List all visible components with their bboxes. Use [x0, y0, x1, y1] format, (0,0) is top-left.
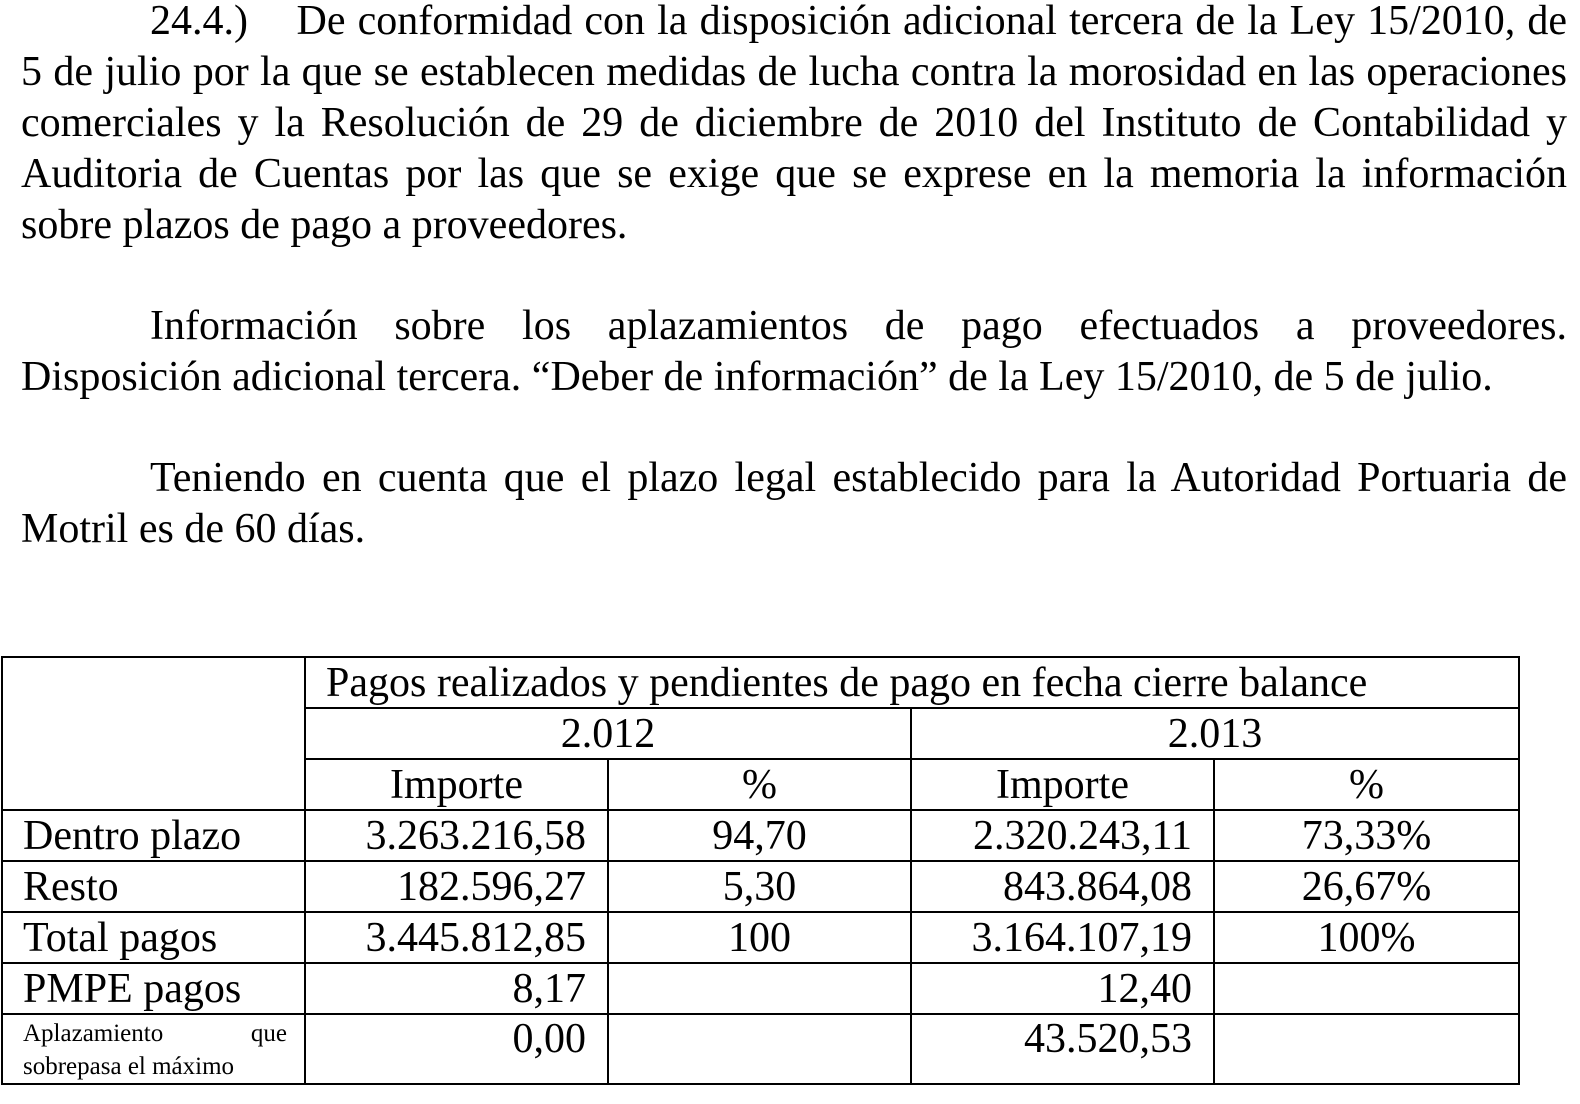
percent-cell: 26,67% [1214, 861, 1519, 912]
row-label-line: Aplazamiento que [23, 1020, 287, 1047]
amount-cell: 182.596,27 [305, 861, 608, 912]
amount-cell: 43.520,53 [911, 1014, 1214, 1084]
percent-cell: 100% [1214, 912, 1519, 963]
table-corner-cell [2, 657, 305, 810]
amount-cell: 8,17 [305, 963, 608, 1014]
table-row [2, 1014, 1519, 1084]
percent-cell: 94,70 [608, 810, 911, 861]
payments-table [1, 656, 1520, 1085]
percent-cell: 5,30 [608, 861, 911, 912]
row-label: Resto [2, 861, 305, 912]
percent-cell [1214, 963, 1519, 1014]
paragraph-information [21, 301, 1567, 403]
amount-cell: 3.164.107,19 [911, 912, 1214, 963]
row-label [2, 1014, 305, 1084]
section-number: 24.4.) [150, 0, 248, 44]
paragraph-text: Información sobre los aplazamientos de pago efectuados a proveedores. Disposición adicional tercera. “Deber de información” de la Ley 15/2010, de 5 de julio. [21, 303, 1567, 400]
percent-cell: 73,33% [1214, 810, 1519, 861]
percent-cell [608, 963, 911, 1014]
row-label: Dentro plazo [2, 810, 305, 861]
year-header: 2.013 [911, 708, 1519, 759]
column-header: % [608, 759, 911, 810]
percent-cell [608, 1014, 911, 1084]
amount-cell: 3.445.812,85 [305, 912, 608, 963]
table-title: Pagos realizados y pendientes de pago en fecha cierre balance [305, 657, 1519, 708]
table-row [2, 912, 1519, 963]
table-header-row [2, 657, 1519, 708]
amount-cell: 12,40 [911, 963, 1214, 1014]
year-header: 2.012 [305, 708, 911, 759]
amount-cell: 3.263.216,58 [305, 810, 608, 861]
row-label: PMPE pagos [2, 963, 305, 1014]
table-row [2, 963, 1519, 1014]
percent-cell: 100 [608, 912, 911, 963]
column-header: % [1214, 759, 1519, 810]
table-row [2, 861, 1519, 912]
table-row [2, 810, 1519, 861]
paragraph-24-4 [21, 0, 1567, 251]
paragraph-legal-term [21, 453, 1567, 555]
amount-cell: 0,00 [305, 1014, 608, 1084]
column-header: Importe [305, 759, 608, 810]
percent-cell [1214, 1014, 1519, 1084]
row-label: Total pagos [2, 912, 305, 963]
amount-cell: 843.864,08 [911, 861, 1214, 912]
amount-cell: 2.320.243,11 [911, 810, 1214, 861]
paragraph-text: Teniendo en cuenta que el plazo legal establecido para la Autoridad Portuaria de Motril es de 60 días. [21, 455, 1567, 552]
column-header: Importe [911, 759, 1214, 810]
paragraph-text: De conformidad con la disposición adicional tercera de la Ley 15/2010, de 5 de julio por la que se establecen medidas de lucha contra la morosidad en las operaciones comerciales y la Resolución de 29 de diciembre de 2010 del Instituto de Contabilidad y Auditoria de Cuentas por las que se exige que se exprese en la memoria la información sobre plazos de pago a proveedores. [21, 0, 1568, 248]
row-label-line: sobrepasa el máximo [23, 1053, 235, 1080]
